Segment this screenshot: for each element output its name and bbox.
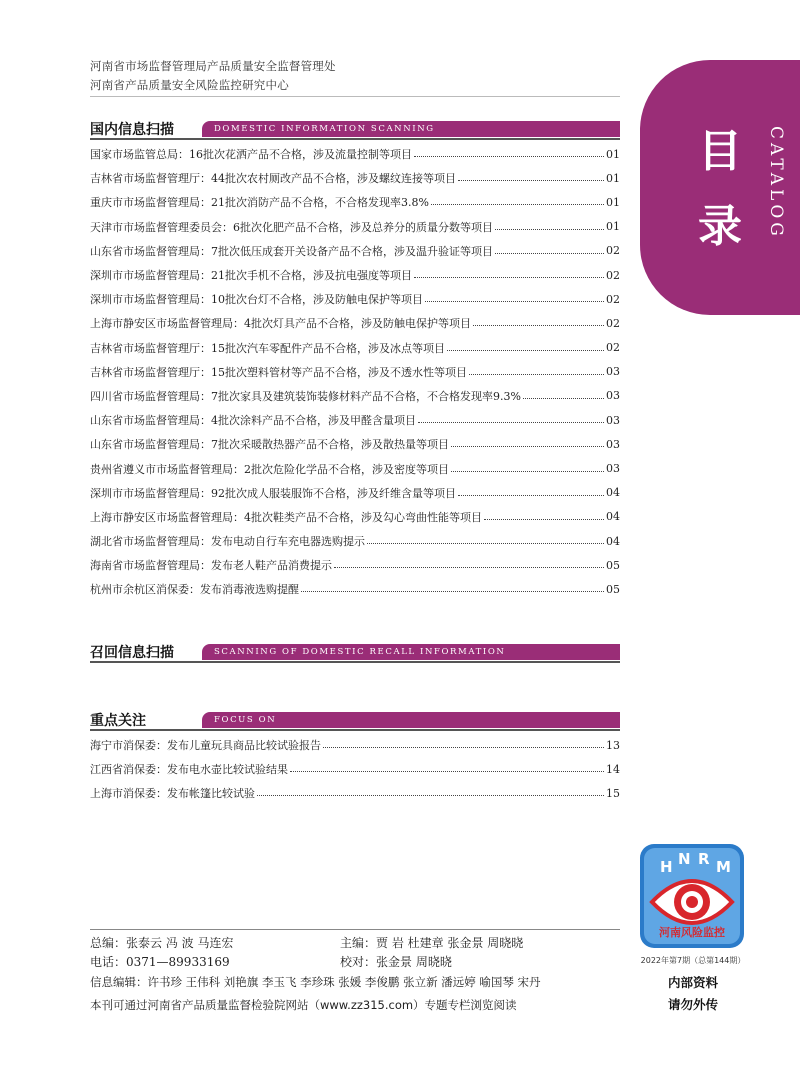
toc-entry-title: 湖北省市场监督管理局：发布电动自行车充电器选购提示 bbox=[90, 535, 365, 549]
toc-leader-dots bbox=[418, 421, 604, 423]
toc-entry[interactable] bbox=[90, 733, 620, 757]
credit-info-editors: 信息编辑：许书珍 王伟科 刘艳旗 李玉飞 李珍珠 张媛 李俊鹏 张立新 潘远婷 喻国琴 宋丹 bbox=[90, 975, 541, 989]
toc-entry[interactable] bbox=[90, 360, 620, 384]
toc-entry[interactable] bbox=[90, 505, 620, 529]
toc-entry-title: 海宁市消保委：发布儿童玩具商品比较试验报告 bbox=[90, 739, 321, 753]
toc-entry[interactable] bbox=[90, 553, 620, 577]
toc-entry-title: 吉林省市场监督管理厅：15批次塑料管材等产品不合格，涉及不透水性等项目 bbox=[90, 365, 467, 379]
toc-entry-page: 04 bbox=[606, 510, 620, 524]
section-underline-domestic bbox=[90, 138, 620, 140]
toc-entry[interactable] bbox=[90, 577, 620, 601]
toc-entry-title: 江西省消保委：发布电水壶比较试验结果 bbox=[90, 763, 288, 777]
toc-leader-dots bbox=[431, 203, 604, 205]
toc-entry-page: 03 bbox=[606, 365, 620, 379]
toc-entry-page: 03 bbox=[606, 437, 620, 451]
toc-entry[interactable] bbox=[90, 384, 620, 408]
credit-chief-editor: 总编：张泰云 冯 波 马连宏 bbox=[90, 936, 234, 950]
toc-leader-dots bbox=[414, 276, 604, 278]
hnrm-logo-icon bbox=[638, 842, 746, 950]
toc-list-focus bbox=[90, 733, 620, 806]
toc-leader-dots bbox=[334, 566, 604, 568]
internal-notice-line-2: 请勿外传 bbox=[667, 997, 718, 1012]
toc-entry-title: 深圳市市场监督管理局：92批次成人服装服饰不合格，涉及纤维含量等项目 bbox=[90, 486, 456, 500]
catalog-title-char-1: 目 bbox=[698, 126, 742, 177]
catalog-english-label: CATALOG bbox=[766, 126, 786, 240]
toc-entry-title: 山东省市场监督管理局：7批次低压成套开关设备产品不合格，涉及温升验证等项目 bbox=[90, 244, 493, 258]
toc-leader-dots bbox=[290, 770, 604, 772]
section-title-recall: 召回信息扫描 bbox=[90, 645, 174, 661]
toc-entry-title: 山东省市场监督管理局：7批次采暖散热器产品不合格，涉及散热量等项目 bbox=[90, 438, 449, 452]
toc-entry-page: 05 bbox=[606, 558, 620, 572]
toc-entry[interactable] bbox=[90, 529, 620, 553]
toc-entry[interactable] bbox=[90, 757, 620, 781]
credits-divider bbox=[90, 929, 620, 930]
section-banner-focus: FOCUS ON bbox=[202, 712, 620, 728]
org-name-line-1: 河南省市场监督管理局产品质量安全监督管理处 bbox=[90, 59, 336, 73]
toc-entry[interactable] bbox=[90, 166, 620, 190]
toc-entry-page: 01 bbox=[606, 195, 620, 209]
toc-entry-title: 天津市市场监督管理委员会：6批次化肥产品不合格，涉及总养分的质量分数等项目 bbox=[90, 220, 493, 234]
toc-entry[interactable] bbox=[90, 239, 620, 263]
credit-proofread: 校对：张金景 周晓晓 bbox=[340, 955, 452, 969]
section-banner-recall: SCANNING OF DOMESTIC RECALL INFORMATION bbox=[202, 644, 620, 660]
section-header-recall bbox=[90, 644, 620, 662]
toc-entry-page: 01 bbox=[606, 220, 620, 234]
toc-entry-page: 02 bbox=[606, 244, 620, 258]
toc-entry-title: 海南省市场监督管理局：发布老人鞋产品消费提示 bbox=[90, 559, 332, 573]
toc-leader-dots bbox=[495, 228, 604, 230]
toc-leader-dots bbox=[495, 252, 604, 254]
toc-entry-page: 15 bbox=[606, 786, 620, 800]
toc-entry-page: 02 bbox=[606, 341, 620, 355]
toc-entry[interactable] bbox=[90, 311, 620, 335]
toc-entry[interactable] bbox=[90, 781, 620, 805]
toc-leader-dots bbox=[451, 470, 604, 472]
toc-leader-dots bbox=[257, 794, 604, 796]
toc-entry-page: 02 bbox=[606, 292, 620, 306]
toc-entry[interactable] bbox=[90, 336, 620, 360]
toc-entry-title: 上海市静安区市场监督管理局：4批次灯具产品不合格，涉及防触电保护等项目 bbox=[90, 317, 471, 331]
toc-leader-dots bbox=[414, 155, 604, 157]
toc-leader-dots bbox=[523, 397, 604, 399]
catalog-title-char-2: 录 bbox=[698, 201, 742, 252]
section-header-domestic bbox=[90, 121, 620, 139]
toc-entry-title: 贵州省遵义市市场监督管理局：2批次危险化学品不合格，涉及密度等项目 bbox=[90, 462, 449, 476]
toc-leader-dots bbox=[484, 518, 604, 520]
section-title-focus: 重点关注 bbox=[90, 713, 146, 729]
toc-leader-dots bbox=[323, 746, 604, 748]
toc-entry-page: 03 bbox=[606, 413, 620, 427]
toc-entry-page: 14 bbox=[606, 762, 620, 776]
toc-entry[interactable] bbox=[90, 190, 620, 214]
header-divider bbox=[90, 96, 620, 97]
toc-leader-dots bbox=[469, 373, 604, 375]
toc-entry-title: 吉林省市场监督管理厅：44批次农村厕改产品不合格，涉及螺纹连接等项目 bbox=[90, 172, 456, 186]
logo-letter-n: N bbox=[678, 850, 691, 868]
toc-entry-title: 上海市静安区市场监督管理局：4批次鞋类产品不合格，涉及勾心弯曲性能等项目 bbox=[90, 510, 482, 524]
logo-letter-h: H bbox=[660, 858, 673, 876]
toc-entry-title: 吉林省市场监督管理厅：15批次汽车零配件产品不合格，涉及冰点等项目 bbox=[90, 341, 445, 355]
toc-entry-title: 杭州市余杭区消保委：发布消毒液选购提醒 bbox=[90, 583, 299, 597]
toc-entry-page: 04 bbox=[606, 534, 620, 548]
toc-entry-page: 04 bbox=[606, 486, 620, 500]
toc-leader-dots bbox=[451, 445, 604, 447]
logo-letter-r: R bbox=[698, 850, 710, 868]
toc-entry-title: 深圳市市场监督管理局：10批次台灯不合格，涉及防触电保护等项目 bbox=[90, 293, 423, 307]
toc-entry-page: 01 bbox=[606, 171, 620, 185]
toc-list-domestic bbox=[90, 142, 620, 602]
toc-entry[interactable] bbox=[90, 263, 620, 287]
toc-entry[interactable] bbox=[90, 408, 620, 432]
section-title-domestic: 国内信息扫描 bbox=[90, 122, 174, 138]
toc-entry-title: 山东省市场监督管理局：4批次涂料产品不合格，涉及甲醛含量项目 bbox=[90, 414, 416, 428]
toc-leader-dots bbox=[458, 179, 604, 181]
toc-leader-dots bbox=[425, 300, 604, 302]
toc-leader-dots bbox=[367, 542, 604, 544]
toc-entry-title: 重庆市市场监督管理局：21批次消防产品不合格，不合格发现率3.8% bbox=[90, 196, 429, 210]
toc-entry-page: 03 bbox=[606, 462, 620, 476]
logo-letter-m: M bbox=[716, 858, 731, 876]
toc-leader-dots bbox=[458, 494, 604, 496]
section-underline-recall bbox=[90, 661, 620, 663]
toc-entry-page: 13 bbox=[606, 738, 620, 752]
toc-leader-dots bbox=[447, 349, 604, 351]
toc-entry-title: 深圳市市场监督管理局：21批次手机不合格，涉及抗电强度等项目 bbox=[90, 269, 412, 283]
section-header-focus bbox=[90, 712, 620, 730]
toc-entry-page: 01 bbox=[606, 147, 620, 161]
toc-entry[interactable] bbox=[90, 481, 620, 505]
toc-entry[interactable] bbox=[90, 215, 620, 239]
toc-entry-page: 02 bbox=[606, 268, 620, 282]
credit-editor: 主编：贾 岩 杜建章 张金景 周晓晓 bbox=[340, 936, 524, 950]
toc-leader-dots bbox=[473, 324, 604, 326]
issue-info: 2022年第7期（总第144期） bbox=[640, 956, 746, 965]
credit-phone: 电话：0371—89933169 bbox=[90, 955, 230, 969]
org-name-line-2: 河南省产品质量安全风险监控研究中心 bbox=[90, 78, 289, 92]
toc-leader-dots bbox=[301, 590, 604, 592]
section-banner-domestic: DOMESTIC INFORMATION SCANNING bbox=[202, 121, 620, 137]
credit-website: 本刊可通过河南省产品质量监督检验院网站（www.zz315.com）专题专栏浏览阅读 bbox=[90, 998, 517, 1012]
catalog-tab bbox=[640, 60, 800, 315]
toc-entry-title: 上海市消保委：发布帐篷比较试验 bbox=[90, 787, 255, 801]
toc-entry[interactable] bbox=[90, 456, 620, 480]
toc-entry-title: 四川省市场监督管理局：7批次家具及建筑装饰装修材料产品不合格，不合格发现率9.3% bbox=[90, 389, 521, 403]
internal-notice-line-1: 内部资料 bbox=[667, 975, 718, 990]
section-underline-focus bbox=[90, 729, 620, 731]
toc-entry-page: 02 bbox=[606, 316, 620, 330]
toc-entry-page: 05 bbox=[606, 582, 620, 596]
toc-entry-page: 03 bbox=[606, 389, 620, 403]
toc-entry[interactable] bbox=[90, 432, 620, 456]
toc-entry-title: 国家市场监管总局：16批次花洒产品不合格，涉及流量控制等项目 bbox=[90, 148, 412, 162]
toc-entry[interactable] bbox=[90, 142, 620, 166]
logo-caption: 河南风险监控 bbox=[659, 926, 725, 939]
toc-entry[interactable] bbox=[90, 287, 620, 311]
